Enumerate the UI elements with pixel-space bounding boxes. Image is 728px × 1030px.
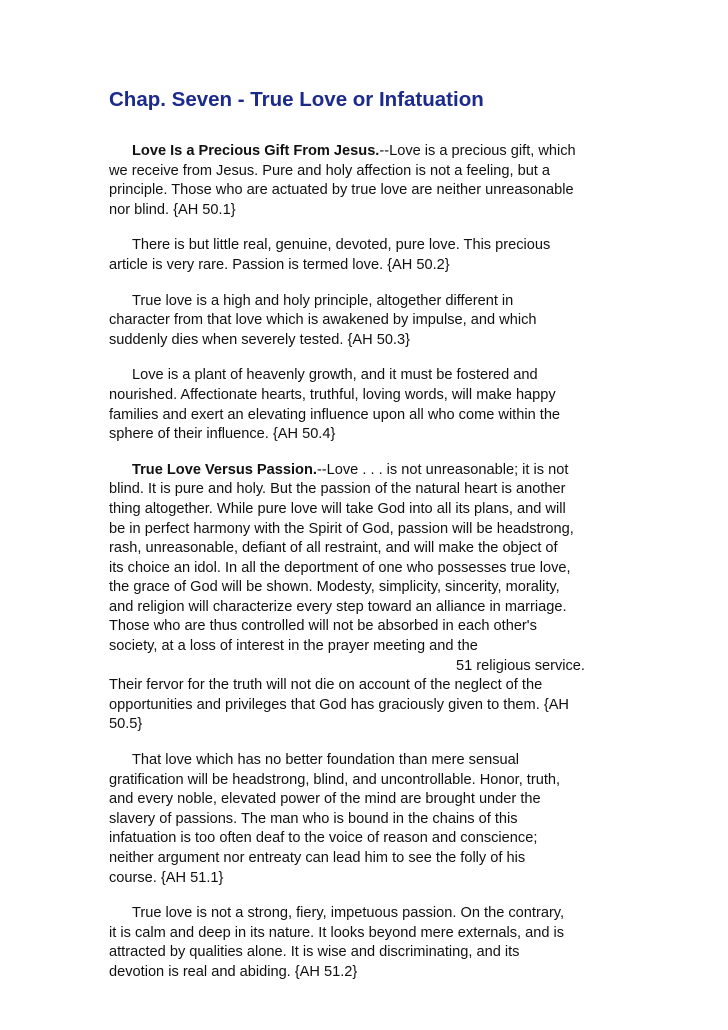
paragraph-line: the grace of God will be shown. Modesty, simplicity, sincerity, morality, bbox=[109, 579, 560, 596]
paragraph-ah-51-1 bbox=[109, 751, 631, 888]
paragraph-ah-50-2 bbox=[109, 236, 631, 275]
paragraph-line bbox=[109, 142, 631, 162]
paragraph-line: True love is not a strong, fiery, impetuous passion. On the contrary, bbox=[132, 905, 565, 922]
paragraph-line bbox=[109, 461, 631, 481]
paragraph-line: blind. It is pure and holy. But the passion of the natural heart is another bbox=[109, 481, 566, 498]
paragraph-line: we receive from Jesus. Pure and holy affection is not a feeling, but a bbox=[109, 162, 551, 179]
paragraph-line: devotion is real and abiding. {AH 51.2} bbox=[109, 963, 358, 980]
paragraph-line: families and exert an elevating influence upon all who come within the bbox=[109, 406, 561, 423]
paragraph-ah-50-4 bbox=[109, 366, 631, 444]
paragraph-line: course. {AH 51.1} bbox=[109, 869, 224, 886]
paragraph-line: suddenly dies when severely tested. {AH 50.3} bbox=[109, 331, 410, 348]
paragraph-line: society, at a loss of interest in the prayer meeting and the bbox=[109, 638, 478, 655]
paragraph-line: Love is a plant of heavenly growth, and it must be fostered and bbox=[132, 367, 538, 384]
paragraph-line: nor blind. {AH 50.1} bbox=[109, 201, 236, 218]
paragraph-line: slavery of passions. The man who is bound in the chains of this bbox=[109, 810, 518, 827]
paragraph-ah-51-2 bbox=[109, 904, 631, 982]
paragraph-line: it is calm and deep in its nature. It looks beyond mere externals, and is bbox=[109, 924, 565, 941]
paragraph-ah-50-5 bbox=[109, 461, 631, 735]
paragraph-line: rash, unreasonable, defiant of all restraint, and will make the object of bbox=[109, 540, 558, 557]
section-heading: Love Is a Precious Gift From Jesus. bbox=[132, 143, 380, 159]
paragraph-line: There is but little real, genuine, devoted, pure love. This precious bbox=[132, 237, 551, 254]
paragraph-text: --Love is a precious gift, which bbox=[379, 143, 576, 159]
paragraph-ah-50-1 bbox=[109, 142, 631, 220]
paragraph-line: neither argument nor entreaty can lead him to see the folly of his bbox=[109, 850, 526, 866]
page-number-line: 51 religious service. bbox=[456, 657, 585, 674]
paragraph-line: be in perfect harmony with the Spirit of God, passion will be headstrong, bbox=[109, 520, 574, 537]
paragraph-line: principle. Those who are actuated by true love are neither unreasonable bbox=[109, 182, 574, 199]
paragraph-line: opportunities and privileges that God has graciously given to them. {AH bbox=[109, 696, 569, 713]
paragraph-line: sphere of their influence. {AH 50.4} bbox=[109, 426, 336, 443]
paragraph-line: Those who are thus controlled will not be absorbed in each other's bbox=[109, 618, 537, 635]
paragraph-line: gratification will be headstrong, blind, and uncontrollable. Honor, truth, bbox=[109, 771, 561, 788]
paragraph-line: nourished. Affectionate hearts, truthful, loving words, will make happy bbox=[109, 386, 556, 403]
paragraph-line: attracted by qualities alone. It is wise and discriminating, and its bbox=[109, 944, 520, 961]
chapter-title: Chap. Seven - True Love or Infatuation bbox=[109, 88, 484, 111]
paragraph-line: and every noble, elevated power of the mind are brought under the bbox=[109, 791, 541, 808]
paragraph-text: --Love . . . is not unreasonable; it is not bbox=[316, 461, 569, 478]
paragraph-line: True love is a high and holy principle, altogether different in bbox=[132, 292, 514, 309]
paragraph-ah-50-3 bbox=[109, 292, 631, 351]
paragraph-line: 50.5} bbox=[109, 716, 143, 733]
paragraph-line: character from that love which is awakened by impulse, and which bbox=[109, 312, 537, 329]
document-page bbox=[109, 86, 631, 999]
paragraph-line: infatuation is too often deaf to the voice of reason and conscience; bbox=[109, 830, 538, 847]
paragraph-line: Their fervor for the truth will not die on account of the neglect of the bbox=[109, 677, 543, 694]
paragraph-line: its choice an idol. In all the deportment of one who possesses true love, bbox=[109, 559, 571, 576]
paragraph-line: That love which has no better foundation than mere sensual bbox=[132, 752, 519, 769]
paragraph-line: article is very rare. Passion is termed love. {AH 50.2} bbox=[109, 256, 450, 273]
paragraph-line: thing altogether. While pure love will take God into all its plans, and will bbox=[109, 500, 566, 517]
paragraph-line: and religion will characterize every step toward an alliance in marriage. bbox=[109, 598, 567, 615]
section-heading: True Love Versus Passion. bbox=[132, 461, 317, 478]
